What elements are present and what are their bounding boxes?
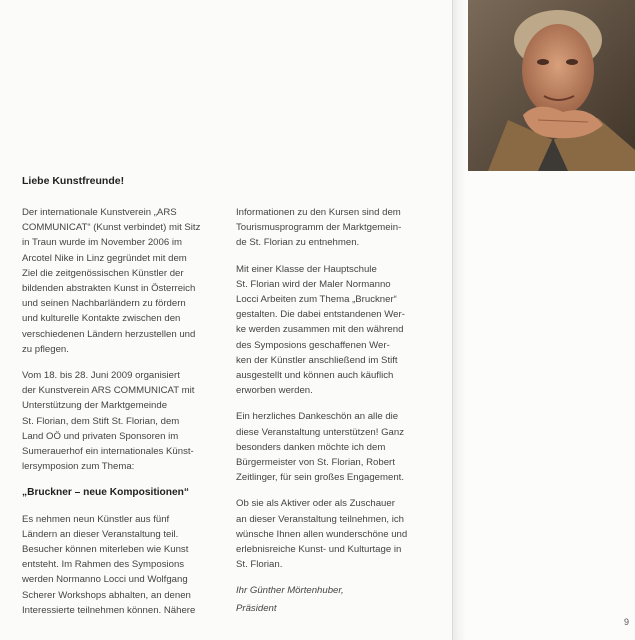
event-paragraph: Vom 18. bis 28. Juni 2009 organisiert der Kunstverein ARS COMMUNICAT mit Unterstützung der Marktgemeinde St. Florian, dem Stift St. Florian, dem Land OÖ und privaten Sponsoren im Sumerauerhof ein internationales Künst- lersymposion zum Thema: bbox=[22, 370, 195, 473]
page-number: 9 bbox=[624, 617, 630, 627]
portrait-image bbox=[468, 0, 635, 171]
page-fold bbox=[452, 0, 453, 640]
portrait-photo bbox=[468, 0, 635, 171]
right-text-column bbox=[236, 205, 432, 616]
signature-name: Ihr Günther Mörtenhuber, bbox=[236, 585, 344, 597]
courses-paragraph: Informationen zu den Kursen sind dem Tourismusprogramm der Marktgemein- de St. Florian zu entnehmen. bbox=[236, 207, 402, 249]
wishes-paragraph: Ob sie als Aktiver oder als Zuschauer an dieser Veranstaltung teilnehmen, ich wünsche Ihnen allen wunderschöne und erlebnisreiche Kunst- und Kulturtage in St. Florian. bbox=[236, 498, 408, 571]
thanks-paragraph: Ein herzliches Dankeschön an alle die diese Veranstaltung unterstützen! Ganz besonders danken möchte ich dem Bürgermeister von St. Florian, Robert Zeitlinger, für sein großes Engagement. bbox=[236, 411, 404, 484]
intro-paragraph: Der internationale Kunstverein „ARS COMMUNICAT“ (Kunst verbindet) mit Sitz in Traun wurde im November 2006 im Arcotel Nike in Linz gegründet mit dem Ziel die zeitgenössischen Künstler der bildenden abstrakten Kunst in Österreich und seinen Nachbarländern zu fördern und kulturelle Kontakte zwischen den verschiedenen Ländern herzustellen und zu pflegen. bbox=[22, 207, 201, 355]
page-gutter bbox=[452, 0, 466, 640]
theme-subheading: „Bruckner – neue Kompositionen“ bbox=[22, 487, 189, 499]
school-paragraph: Mit einer Klasse der Hauptschule St. Florian wird der Maler Normanno Locci Arbeiten zum Thema „Bruckner“ gestalten. Die dabei entstandenen Wer- ke werden zusammen mit den während des Symposions geschaffenen Wer- ken der Künstler anschließend im Stift ausgestellt und können auch käuflich erworben werden. bbox=[236, 263, 405, 397]
signature-title: Präsident bbox=[236, 602, 277, 614]
left-text-column bbox=[22, 205, 218, 629]
greeting-heading: Liebe Kunstfreunde! bbox=[22, 175, 125, 187]
artists-paragraph: Es nehmen neun Künstler aus fünf Ländern an dieser Veranstaltung teil. Besucher können miterleben wie Kunst entsteht. Im Rahmen des Symposions werden Normanno Locci und Wolfgang Scherer Workshops abhalten, an denen Interessierte teilnehmen können. Nähere bbox=[22, 513, 196, 616]
